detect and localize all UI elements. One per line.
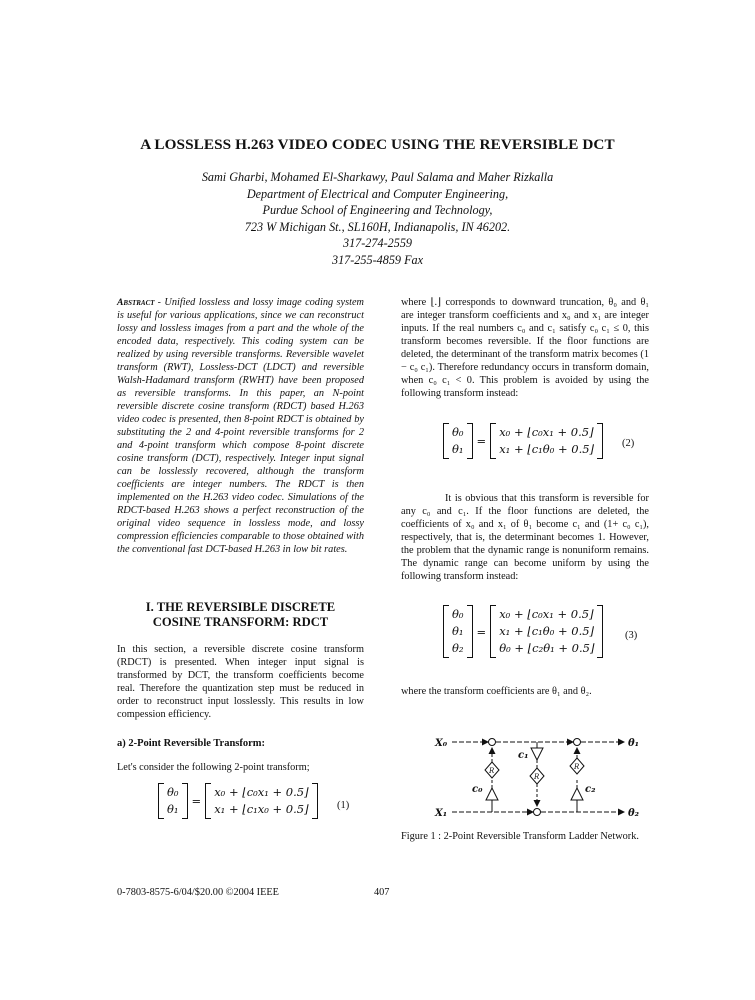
- fig-label-c1: c₁: [518, 750, 529, 761]
- abstract-text: Unified lossless and lossy image coding system is useful for various applications, since we can reconstruct lossy and lossless images from a part and the whole of the encoded data, respectively. This coding system can be realized by using reversible transforms. Reversible wavelet transform (RWT), Lossless-DCT (LDCT) and reversible Walsh-Hadamard transform (RWHT) have been proposed as reversible transforms. In this paper, an N-point reversible discrete cosine transform (RDCT) based H.263 video codec is presented, then 8-point RDCT is obtained by substituting the 2 and 4-point reversible transforms for 2 and 4-point transform which compose 8-point discrete cosine transform (DCT), respectively. Integer input signal can be losslessly recovered, although the transform coefficients are integer numbers. The RDCT is then implemented on the H.263 video codec. Simulations of the RDCT-based H.263 shows a perfect reconstruction of the original video sequence in lossless mode, and lossy compression efficiencies comparable to those obtained with the conventional fast DCT-based H.263 in low bit rates.: [117, 297, 364, 555]
- eq1-rhs-1: x₁ + ⌊c₁x₀ + 0.5⌋: [214, 802, 309, 816]
- author-school: Purdue School of Engineering and Technology,: [262, 203, 493, 218]
- author-phone: 317-274-2559: [342, 236, 413, 251]
- eq1-lhs-1: θ₁: [167, 802, 179, 816]
- fig-label-c0: c₀: [472, 784, 483, 795]
- eq3-rhs-1: x₁ + ⌊c₁θ₀ + 0.5⌋: [499, 624, 595, 638]
- section-body: In this section, a reversible discrete cosine transform (RDCT) is presented. When integer input signal is transformed by DCT, the transform coefficients become real. Therefore the quantization step must be reduced in order to reconstruct input losslessly. This results in low compession efficiency.: [117, 644, 364, 720]
- fig-label-theta1: θ₁: [628, 738, 640, 749]
- abstract-label: Abstract -: [117, 297, 161, 308]
- equation-2-number: (2): [622, 438, 635, 449]
- eq3-lhs-0: θ₀: [452, 607, 464, 621]
- fig-label-c2: c₂: [585, 784, 596, 795]
- round-label-2: R: [534, 773, 540, 781]
- equation-3: θ₀ θ₁ θ₂ = x₀ + ⌊c₀x₁ + 0.5⌋ x₁ + ⌊c₁θ₀ + 0.5⌋ θ₀ + ⌊c₂θ₁ + 0.5⌋: [443, 605, 603, 658]
- paragraph-coefficients: where the transform coefficients are θ₁ and θ₂.: [401, 686, 592, 697]
- fig-label-theta2: θ₂: [628, 808, 640, 819]
- author-fax: 317-255-4859 Fax: [331, 252, 424, 267]
- eq3-rhs-0: x₀ + ⌊c₀x₁ + 0.5⌋: [499, 607, 594, 621]
- round-label-3: R: [574, 763, 580, 771]
- copyright-notice: 0-7803-8575-6/04/$20.00 ©2004 IEEE: [117, 887, 279, 898]
- section-heading-line2: COSINE TRANSFORM: RDCT: [152, 615, 329, 630]
- author-department: Department of Electrical and Computer Engineering,: [246, 186, 509, 201]
- page-number: 407: [374, 887, 390, 898]
- eq2-lhs-1: θ₁: [452, 442, 464, 456]
- eq1-rhs-0: x₀ + ⌊c₀x₁ + 0.5⌋: [214, 785, 309, 799]
- eq1-lhs-0: θ₀: [167, 785, 179, 799]
- eq2-rhs-1: x₁ + ⌊c₁θ₀ + 0.5⌋: [499, 442, 595, 456]
- ladder-network-diagram: [432, 728, 652, 824]
- fig-label-x1: X₁: [435, 808, 448, 819]
- subsection-heading: a) 2-Point Reversible Transform:: [117, 738, 266, 749]
- eq2-rhs-0: x₀ + ⌊c₀x₁ + 0.5⌋: [499, 425, 594, 439]
- figure-caption: Figure 1 : 2-Point Reversible Transform Ladder Network.: [401, 831, 639, 842]
- equation-3-number: (3): [625, 630, 638, 641]
- equation-1-number: (1): [337, 800, 350, 811]
- author-address: 723 W Michigan St., SL160H, Indianapolis, IN 46202.: [244, 219, 511, 234]
- consider-text: Let's consider the following 2-point transform;: [117, 762, 310, 773]
- abstract: [117, 296, 364, 556]
- eq3-rhs-2: θ₀ + ⌊c₂θ₁ + 0.5⌋: [499, 641, 595, 655]
- eq3-lhs-1: θ₁: [452, 624, 464, 638]
- fig-label-x0: X₀: [435, 738, 448, 749]
- equation-1: θ₀ θ₁ = x₀ + ⌊c₀x₁ + 0.5⌋ x₁ + ⌊c₁x₀ + 0.5⌋: [158, 783, 318, 819]
- section-heading: [117, 600, 364, 631]
- paragraph-floor-definition: where ⌊.⌋ corresponds to downward truncation, θ₀ and θ₁ are integer transform coefficients and x₀ and x₁ are integer inputs. If the real numbers c₀ and c₁ satisfy c₀ c₁ ≤ 0, this transform becomes reversible. If the floor functions are deleted, the determinant of the transform matrix becomes (1 − c₀ c₁). Therefore redundancy occurs in transform domain, when c₀ c₁ < 0. This problem is avoided by using the following transform instead:: [401, 297, 649, 399]
- round-label-1: R: [489, 767, 495, 775]
- eq3-lhs-2: θ₂: [452, 641, 464, 655]
- section-heading-line1: I. THE REVERSIBLE DISCRETE: [145, 600, 336, 614]
- author-block: [0, 169, 755, 269]
- paragraph-reversibility: It is obvious that this transform is reversible for any c₀ and c₁. If the floor functions are deleted, the coefficients of x₀ and x₁ of θ₁ become c₁ and (1+ c₀ c₁), respectively, that is, the determinant becomes 1. However, the problem that the dynamic range is nonuniform remains. The dynamic range can become uniform by using the following transform instead:: [401, 493, 649, 582]
- paper-title: A LOSSLESS H.263 VIDEO CODEC USING THE REVERSIBLE DCT: [140, 136, 615, 153]
- author-names: Sami Gharbi, Mohamed El-Sharkawy, Paul Salama and Maher Rizkalla: [201, 170, 554, 184]
- eq2-lhs-0: θ₀: [452, 425, 464, 439]
- equation-2: θ₀ θ₁ = x₀ + ⌊c₀x₁ + 0.5⌋ x₁ + ⌊c₁θ₀ + 0.5⌋: [443, 423, 603, 459]
